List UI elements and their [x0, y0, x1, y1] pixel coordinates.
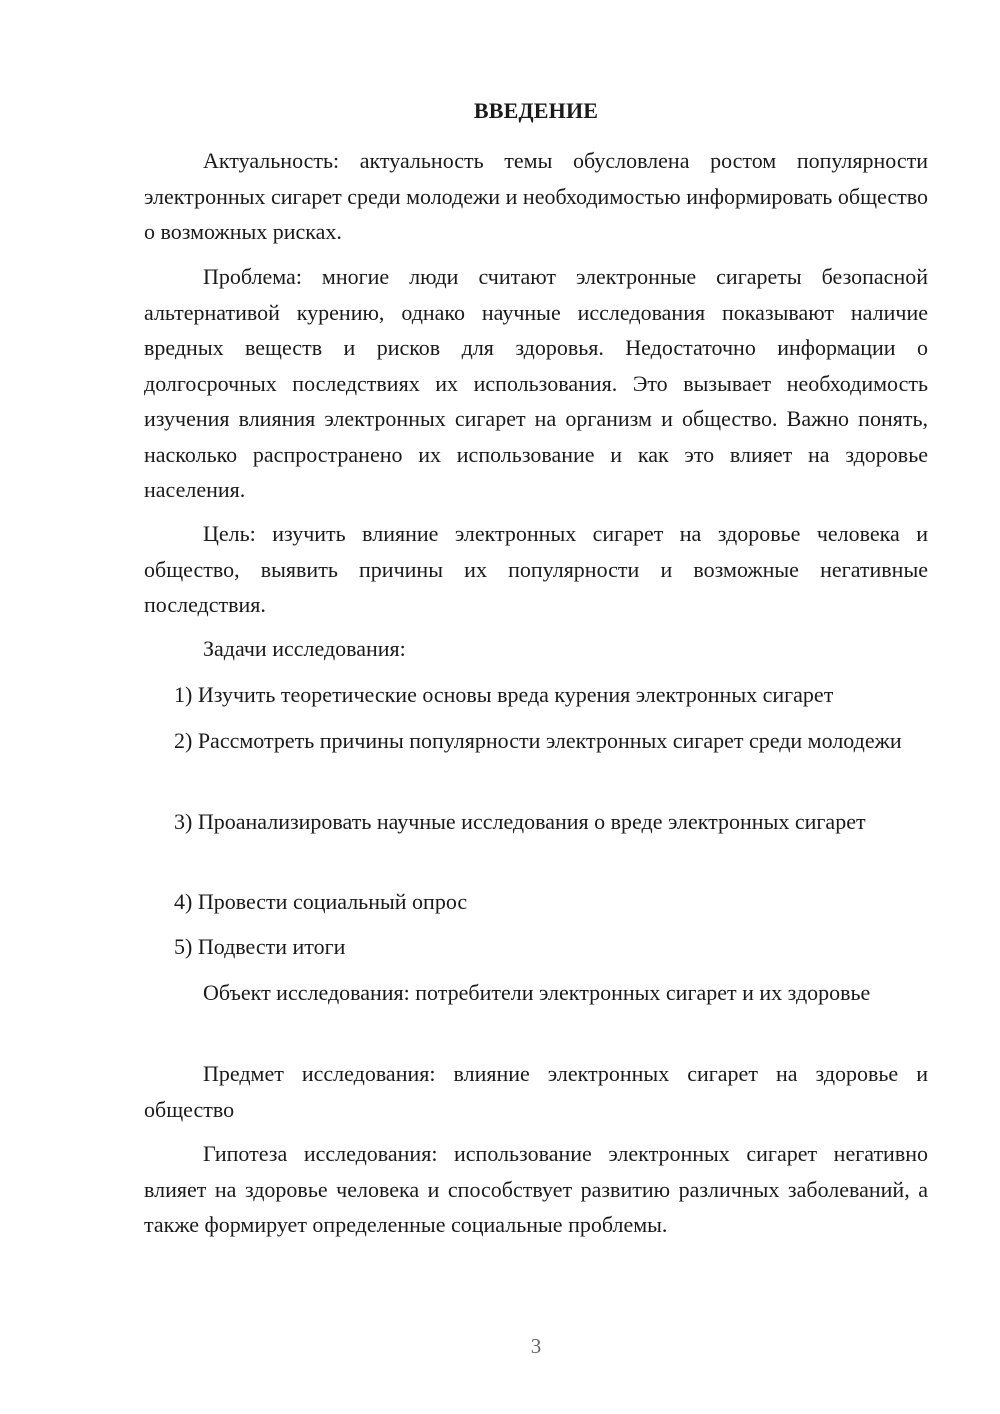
object-paragraph: Объект исследования: потребители электронных сигарет и их здоровье: [203, 980, 871, 1005]
goal-paragraph: Цель: изучить влияние электронных сигарет на здоровье человека и общество, выявить причины их популярности и возможные негативные последствия.: [144, 521, 928, 617]
relevance-paragraph: Актуальность: актуальность темы обусловлена ростом популярности электронных сигарет среди молодежи и необходимостью информировать общество о возможных рисках.: [144, 148, 928, 244]
task-item-4: 4) Провести социальный опрос: [174, 889, 468, 914]
hypothesis-paragraph: Гипотеза исследования: использование электронных сигарет негативно влияет на здоровье человека и способствует развитию различных заболеваний, а также формирует определенные социальные проблемы.: [144, 1141, 928, 1237]
task-item-5: 5) Подвести итоги: [174, 934, 346, 959]
subject-paragraph: Предмет исследования: влияние электронных сигарет на здоровье и общество: [144, 1061, 928, 1122]
page-number: 3: [530, 1334, 542, 1358]
task-item-2: 2) Рассмотреть причины популярности электронных сигарет среди молодежи: [174, 728, 902, 753]
task-item-3: 3) Проанализировать научные исследования о вреде электронных сигарет: [174, 809, 866, 834]
tasks-heading: Задачи исследования:: [203, 636, 406, 661]
task-item-1: 1) Изучить теоретические основы вреда курения электронных сигарет: [174, 682, 834, 707]
problem-paragraph: Проблема: многие люди считают электронные сигареты безопасной альтернативой курению, однако научные исследования показывают наличие вредных веществ и рисков для здоровья. Недостаточно информации о долгосрочных последствиях их использования. Это вызывает необходимость изучения влияния электронных сигарет на организм и общество. Важно понять, насколько распространено их использование и как это влияет на здоровье населения.: [144, 264, 928, 502]
page-title: ВВЕДЕНИЕ: [473, 98, 599, 123]
